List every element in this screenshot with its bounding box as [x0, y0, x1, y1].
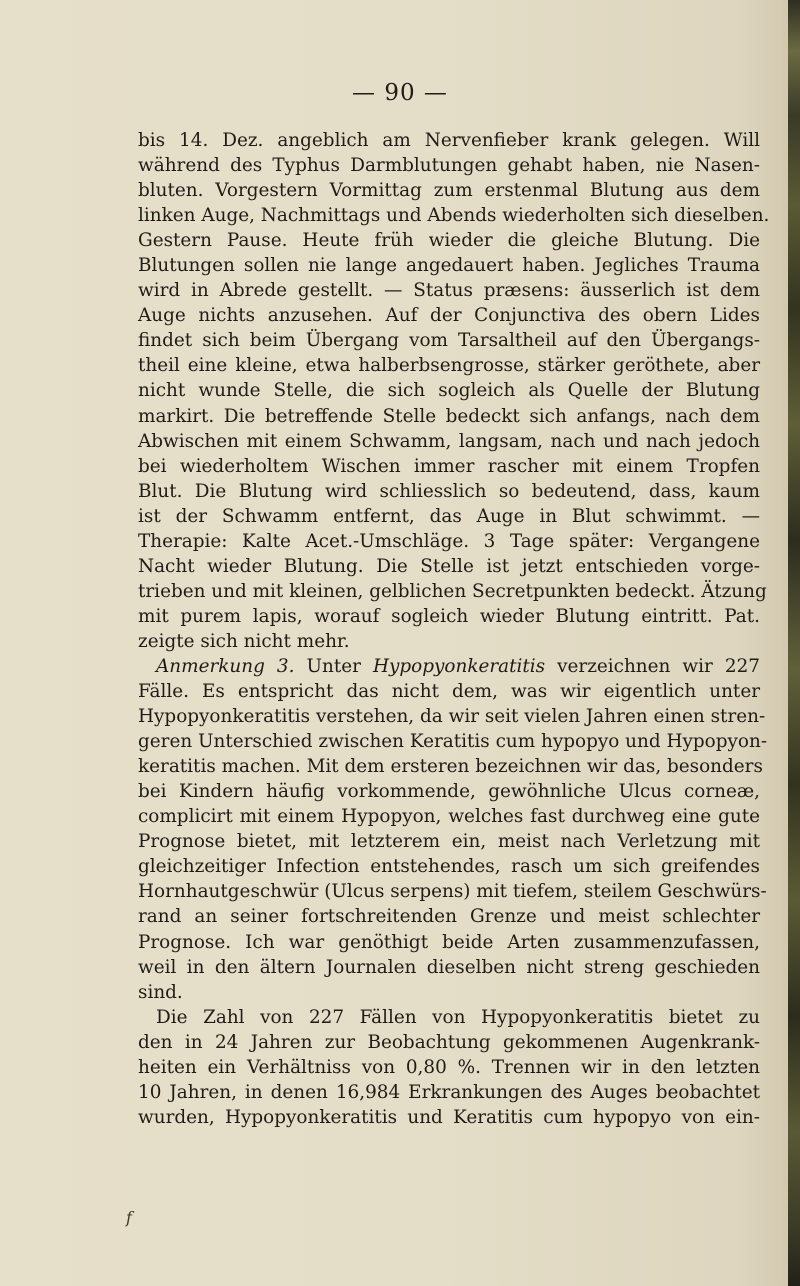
text-line: Hornhautgeschwür (Ulcus serpens) mit tiefem, steilem Geschwürs- — [138, 881, 767, 903]
text-line: bluten. Vorgestern Vormittag zum erstenmal Blutung aus dem — [138, 180, 760, 202]
text-line: keratitis machen. Mit dem ersteren bezeichnen wir das, besonders — [138, 756, 763, 778]
text-line: bei Kindern häufig vorkommende, gewöhnliche Ulcus corneæ, — [138, 781, 760, 803]
text-line: geren Unterschied zwischen Keratitis cum hypopyo und Hypopyon- — [138, 731, 768, 753]
text-line: markirt. Die betreffende Stelle bedeckt sich anfangs, nach dem — [138, 405, 760, 427]
annotation-term: Hypopyonkeratitis — [372, 655, 546, 677]
text-line: Fälle. Es entspricht das nicht dem, was wir eigentlich unter — [138, 681, 760, 703]
text-line: rand an seiner fortschreitenden Grenze und meist schlechter — [138, 906, 760, 928]
page-text-block — [138, 128, 770, 1130]
text-line: ist der Schwamm entfernt, das Auge in Blut schwimmt. — — [138, 505, 760, 527]
text-line: bei wiederholtem Wischen immer rascher mit einem Tropfen — [138, 455, 760, 477]
text-line: wurden, Hypopyonkeratitis und Keratitis cum hypopyo von ein- — [138, 1106, 760, 1128]
text-line: zeigte sich nicht mehr. — [138, 630, 350, 652]
annotation-label: Anmerkung 3. — [156, 655, 295, 677]
text-line: linken Auge, Nachmittags und Abends wiederholten sich dieselben. — [138, 205, 770, 227]
text-line: Blut. Die Blutung wird schliesslich so bedeutend, dass, kaum — [138, 480, 760, 502]
annotation-tail: verzeichnen wir 227 — [545, 655, 760, 677]
text-line: gleichzeitiger Infection entstehendes, rasch um sich greifendes — [138, 856, 760, 878]
text-line: Gestern Pause. Heute früh wieder die gleiche Blutung. Die — [138, 230, 760, 252]
text-line: Die Zahl von 227 Fällen von Hypopyonkeratitis bietet zu — [156, 1006, 760, 1028]
text-line: Auge nichts anzusehen. Auf der Conjunctiva des obern Lides — [138, 305, 760, 327]
page-edge-shadow — [788, 0, 800, 1286]
text-line: Abwischen mit einem Schwamm, langsam, nach und nach jedoch — [138, 430, 760, 452]
text-line: während des Typhus Darmblutungen gehabt haben, nie Nasen- — [138, 155, 760, 177]
text-line: wird in Abrede gestellt. — Status præsens: äusserlich ist dem — [138, 280, 760, 302]
text-line: findet sich beim Übergang vom Tarsaltheil auf den Übergangs- — [138, 330, 760, 352]
text-line: bis 14. Dez. angeblich am Nervenfieber krank gelegen. Will — [138, 130, 760, 151]
annotation-heading-line — [138, 654, 760, 679]
text-line: 10 Jahren, in denen 16,984 Erkrankungen des Auges beobachtet — [138, 1081, 760, 1103]
annotation-connector: Unter — [294, 655, 373, 677]
text-line: Therapie: Kalte Acet.-Umschläge. 3 Tage später: Vergangene — [138, 530, 760, 552]
text-line: weil in den ältern Journalen dieselben nicht streng geschieden — [138, 956, 760, 978]
text-line: heiten ein Verhältniss von 0,80 %. Trennen wir in den letzten — [138, 1056, 760, 1078]
text-line: den in 24 Jahren zur Beobachtung gekommenen Augenkrank- — [138, 1031, 760, 1053]
text-line: complicirt mit einem Hypopyon, welches fast durchweg eine gute — [138, 806, 760, 828]
text-line: Prognose. Ich war genöthigt beide Arten zusammenzufassen, — [138, 931, 760, 953]
text-line: sind. — [138, 981, 183, 1003]
text-line: theil eine kleine, etwa halberbsengrosse, stärker geröthete, aber — [138, 355, 760, 377]
text-line: trieben und mit kleinen, gelblichen Secretpunkten bedeckt. Ätzung — [138, 580, 767, 602]
text-line: mit purem lapis, worauf sogleich wieder Blutung eintritt. Pat. — [138, 605, 760, 627]
text-line: nicht wunde Stelle, die sich sogleich als Quelle der Blutung — [138, 380, 760, 402]
page-number: — 90 — — [352, 80, 448, 106]
text-line: Prognose bietet, mit letzterem ein, meist nach Verletzung mit — [138, 831, 760, 853]
stray-ink-mark: f — [126, 1208, 132, 1227]
text-line: Nacht wieder Blutung. Die Stelle ist jetzt entschieden vorge- — [138, 555, 760, 577]
text-line: Blutungen sollen nie lange angedauert haben. Jegliches Trauma — [138, 255, 760, 277]
text-line: Hypopyonkeratitis verstehen, da wir seit vielen Jahren einen stren- — [138, 706, 766, 728]
